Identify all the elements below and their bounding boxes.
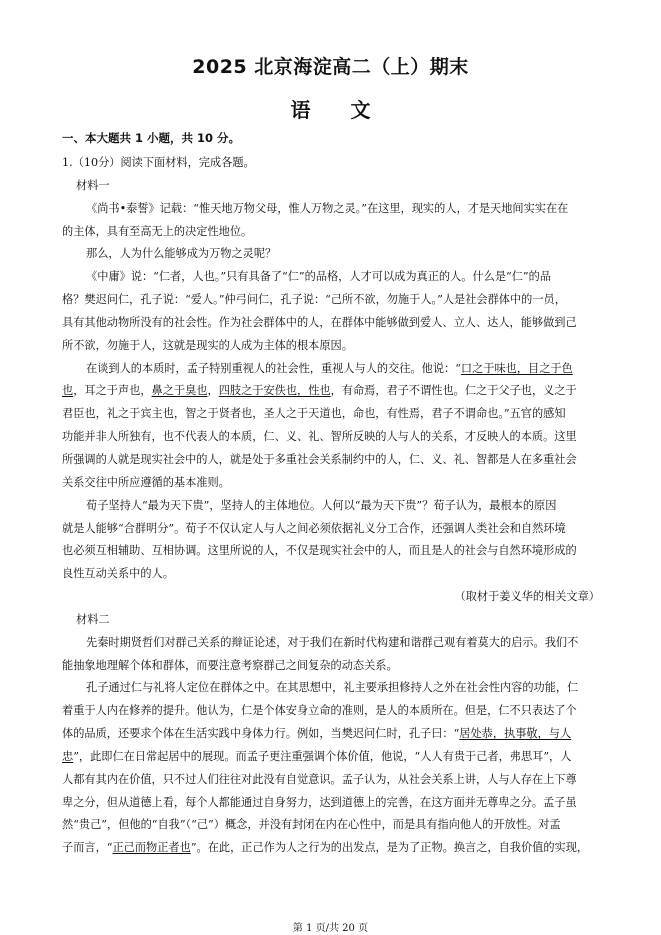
paragraph-line [62,723,608,746]
text: ，耳之于声也， [73,384,152,398]
material-label: 材料二 [76,612,110,626]
paragraph-line: 着重于人内在修养的提升。他认为，仁是个体安身立命的准则，是人的本质所在。但是，仁不只表达了个 [62,704,577,718]
underlined-quote: 口之于味也，目之于色 [460,361,573,375]
underlined-quote: 居处恭，执事敬，与人 [459,727,572,741]
paragraph-line: 关系交往中所应遵循的基本准则。 [62,475,230,489]
underlined-quote: 鼻之于臭也 [151,384,208,398]
paragraph-line: 格？樊迟问仁，孔子说：“爱人。”仲弓问仁，孔子说：“己所不欲，勿施于人。”人是社会群体中的一员， [62,293,566,307]
paragraph-line: 功能并非人所独有，也不代表人的本质，仁、义、礼、智所反映的人与人的关系，才反映人的本质。这里 [62,430,577,444]
text: ， [207,384,219,398]
paragraph-line: 所不欲，勿施于人，这就是现实的人成为主体的根本原因。 [62,338,353,352]
paragraph-line: 君臣也，礼之于宾主也，智之于贤者也，圣人之于天道也，命也，有性焉，君子不谓命也。”五官的感知 [62,407,566,421]
paragraph-line: 《中庸》说：“仁者，人也。”只有具备了“仁”的品格，人才可以成为真正的人。什么是“仁”的品 [86,270,552,284]
question-line: 1.（10分）阅读下面材料，完成各题。 [62,156,255,169]
paragraph-line: 就是人能够“合群明分”。荀子不仅认定人与人之间必须依据礼义分工合作，还强调人类社会和自然环境 [62,521,566,535]
paragraph-line: 的主体，具有至高无上的决定性地位。 [62,224,253,238]
paragraph-line [62,746,608,769]
paragraph-line: 然“贵己”，但他的“自我”（“己”）概念，并没有封闭在内在心性中，而是具有指向他人的开放性。对孟 [62,818,561,832]
paragraph-line: 孔子通过仁与礼将人定位在群体之中。在其思想中，礼主要承担修持人之外在社会性内容的功能，仁 [86,681,579,695]
underlined-quote: 四肢之于安佚也，性也 [218,384,331,398]
material-label: 材料一 [76,178,110,192]
paragraph-line: 良性互动关系中的人。 [62,567,174,581]
paragraph-line: 能抽象地理解个体和群体，而要注意考察群己之间复杂的动态关系。 [62,658,398,672]
paragraph-line: 荀子坚持人“最为天下贵”，坚持人的主体地位。人何以“最为天下贵”？荀子认为，最根本的原因 [86,498,557,512]
paragraph-line: 所强调的人就是现实社会中的人，就是处于多重社会关系制约中的人，仁、义、礼、智都是人在多重社会 [62,452,577,466]
text: 子而言，“ [62,841,113,855]
paragraph-line [62,837,608,860]
text: 在谈到人的本质时，孟子特别重视人的社会性，重视人与人的交往。他说：“ [86,361,461,375]
text: ，有命焉，君子不谓性也。仁之于父子也，义之于 [330,384,577,398]
paragraph-line: 那么，人为什么能够成为万物之灵呢？ [86,247,277,261]
text: 《尚书•泰誓》记载：“惟天地万物父母，惟人万物之灵。”在这里，现实的人，才是天地间实实在在 [86,201,569,215]
subject-title: 语 文 [290,98,371,122]
paragraph-line [62,380,608,403]
paragraph-line: 具有其他动物所没有的社会性。作为社会群体中的人，在群体中能够做到爱人、立人、达人，能够做到己 [62,315,577,329]
text: ”。在此，正己作为人之行为的出发点，是为了正物。换言之，自我价值的实现， [190,841,589,855]
source-citation: （取材于姜义华的相关文章） [454,590,600,604]
paragraph-line: 人都有其内在价值，只不过人们往往对此没有自觉意识。孟子认为，从社会关系上讲，人与人存在上下尊 [62,772,577,786]
paragraph-line [62,198,608,221]
paragraph-line: 先秦时期贤哲们对群己关系的辩证论述，对于我们在新时代构建和谐群己观有着莫大的启示。我们不 [86,635,579,649]
text: ”，此即仁在日常起居中的展现。而孟子更注重强调个体价值，他说，“人人有贵于己者，弗思耳”，人 [73,749,572,763]
underlined-quote: 正己而物正者也 [112,841,191,855]
document-body [62,152,608,860]
paragraph-line [62,358,608,381]
underlined-quote: 也 [62,384,74,398]
paragraph-line: 也必须互相辅助、互相协调。这里所说的人，不仅是现实社会中的人，而且是人的社会与自然环境形成的 [62,544,577,558]
paragraph-line: 卑之分，但从道德上看，每个人都能通过自身努力，达到道德上的完善，在这方面并无尊卑之分。孟子虽 [62,795,577,809]
section-heading: 一、本大题共 1 小题，共 10 分。 [62,131,241,145]
page-title: 2025 北京海淀高二（上）期末 [192,56,469,78]
text: 体的品质，还要求个体在生活实践中身体力行。例如，当樊迟问仁时，孔子曰：“ [62,727,460,741]
underlined-quote: 忠 [62,749,74,763]
page-footer: 第 1 页/共 20 页 [292,923,369,934]
